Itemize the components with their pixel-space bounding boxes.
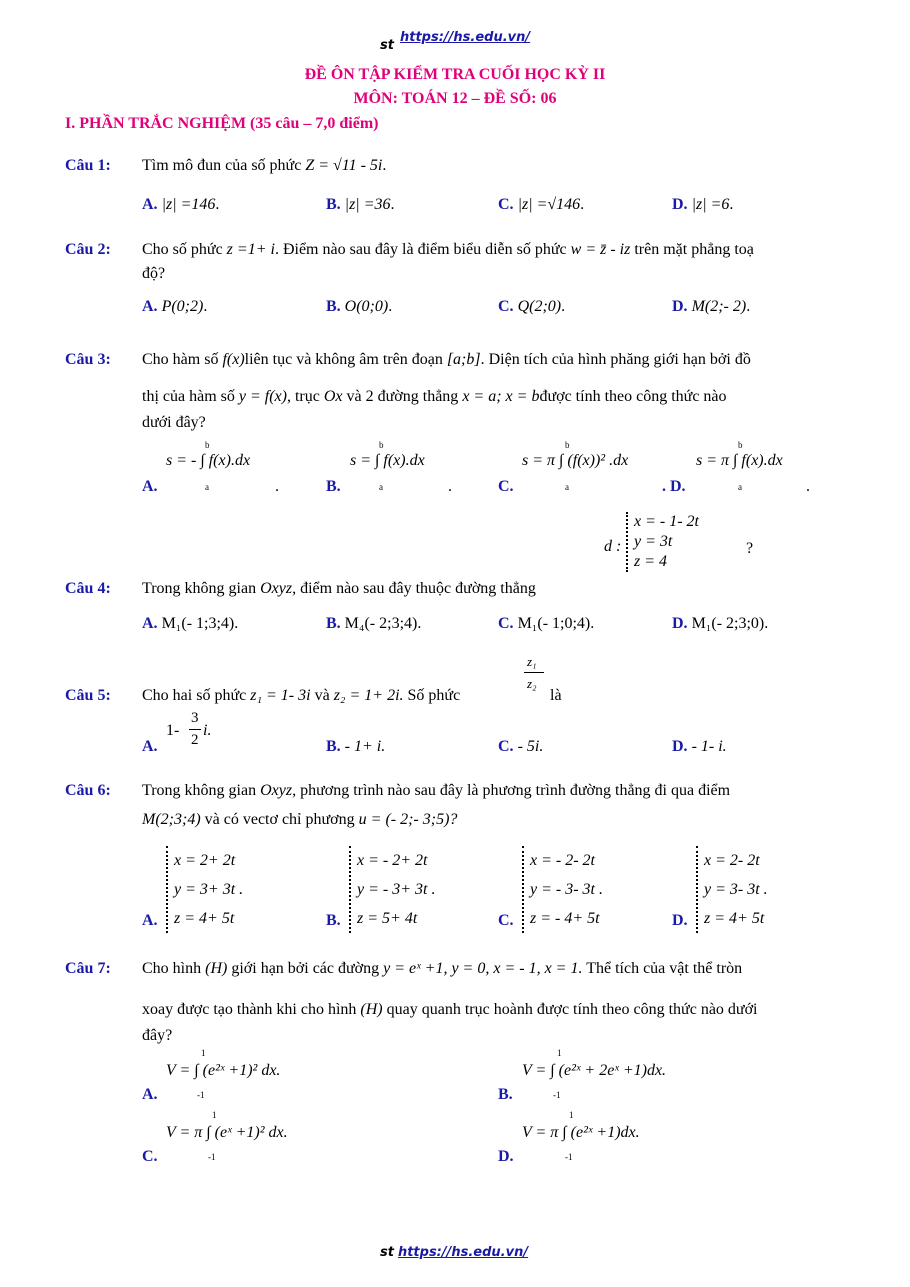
q5-option-a-frac-num: 3 — [191, 710, 199, 726]
header-prefix: st — [380, 38, 394, 53]
q5-text-b: và — [314, 687, 330, 704]
q4-system-lines — [626, 512, 699, 572]
q1-option-c-key: C. — [498, 196, 514, 213]
footer-url-link[interactable]: https://hs.edu.vn/ — [397, 1245, 529, 1260]
exam-subtitle: MÔN: TOÁN 12 – ĐỀ SỐ: 06 — [353, 90, 557, 107]
q2-option-c-key: C. — [498, 298, 514, 315]
q5-option-b-key: B. — [326, 738, 341, 755]
header-link-wrap — [400, 28, 530, 46]
q3-formula-e: Ox — [323, 388, 343, 405]
question-6-line-2 — [142, 808, 457, 832]
q7-option-a-upper: 1 — [201, 1048, 206, 1058]
q3-option-b-upper: b — [379, 440, 384, 450]
q3-option-a-dot: . — [275, 478, 279, 495]
q4-system — [626, 512, 699, 572]
q1-stem: Tìm mô đun của số phức — [142, 157, 302, 174]
q7-text-e: quay quanh trục hoành được tính theo công thức nào dưới — [386, 1001, 758, 1018]
question-3-line-1 — [142, 348, 847, 372]
q6-option-c-key-text: C. — [498, 912, 514, 929]
q7-option-a-value: V = ∫ (e²ˣ +1)² dx. — [166, 1062, 281, 1079]
q3-formula-f: 2 — [365, 388, 374, 405]
q3-option-c-key-text: C. — [498, 478, 514, 495]
q4-option-a-value: M₁(- 1;3;4). — [161, 615, 239, 632]
q3-option-b-value: s = ∫ f(x).dx — [350, 452, 425, 469]
q4-formula-a: Oxyz, — [260, 580, 297, 597]
q5-option-c-value: - 5i. — [517, 738, 544, 755]
q7-option-c-key[interactable] — [142, 1148, 158, 1166]
q3-option-d-dot: . — [806, 478, 810, 495]
q3-option-d-value: s = π ∫ f(x).dx — [696, 452, 783, 469]
q6-option-d-key[interactable] — [672, 912, 688, 930]
question-6-line-1 — [142, 779, 847, 803]
q4-system-line-2: y = 3t — [634, 533, 673, 550]
q5-text-d: là — [550, 687, 562, 704]
q7-option-d-key[interactable] — [498, 1148, 514, 1166]
q6-b-line-1: x = - 2+ 2t — [357, 852, 428, 869]
question-1-label: Câu 1: — [65, 157, 111, 174]
q7-text-d: xoay được tạo thành khi cho hình — [142, 1001, 357, 1018]
q6-b-line-2: y = - 3+ 3t . — [357, 881, 436, 898]
q3-text-a: Cho hàm số — [142, 351, 219, 368]
q2-text-a: Cho số phức — [142, 241, 223, 258]
q4-option-c-key: C. — [498, 615, 514, 632]
q4-text-b: điểm nào sau đây thuộc đường thẳng — [300, 580, 536, 597]
q7-option-a-key-text: A. — [142, 1086, 158, 1103]
q6-option-c-key[interactable] — [498, 912, 514, 930]
q7-option-c-value: V = π ∫ (eˣ +1)² dx. — [166, 1124, 288, 1141]
q1-option-a[interactable]: A. |z| =146. — [142, 196, 220, 213]
q6-option-a-key-text: A. — [142, 912, 158, 929]
q2-formula-b: w = z̄ - iz — [570, 241, 631, 258]
q6-c-line-1: x = - 2- 2t — [530, 852, 595, 869]
q7-option-b-upper: 1 — [557, 1048, 562, 1058]
q2-option-d-value: M(2;- 2) — [691, 298, 747, 315]
q6-d-line-1: x = 2- 2t — [704, 852, 760, 869]
q6-option-b-system — [349, 846, 435, 933]
q7-formula-a: (H) — [205, 960, 228, 977]
q4-option-d-key: D. — [672, 615, 688, 632]
q3-option-a-key-text: A. — [142, 478, 158, 495]
q6-option-a-system — [166, 846, 243, 933]
q2-option-d[interactable]: D. M(2;- 2). — [672, 298, 751, 315]
q5-option-b[interactable] — [326, 738, 385, 756]
q3-option-b-key-text: B. — [326, 478, 341, 495]
footer — [380, 1243, 528, 1261]
q3-option-c-value: s = π ∫ (f(x))² .dx — [522, 452, 629, 469]
section-heading: I. PHẦN TRẮC NGHIỆM (35 câu – 7,0 điểm) — [65, 115, 379, 132]
q2-option-b[interactable]: B. O(0;0). — [326, 298, 393, 315]
q3-option-b-dot: . — [448, 478, 452, 495]
q2-option-d-key: D. — [672, 298, 688, 315]
q4-system-prefix — [604, 538, 621, 556]
q6-a-line-3: z = 4+ 5t — [174, 910, 235, 927]
q2-option-c-value: Q(2;0) — [517, 298, 562, 315]
q5-formula-a: z₁ = 1- 3i — [250, 687, 311, 704]
q2-formula-a: z =1+ i — [226, 241, 275, 258]
q6-option-a-lines — [166, 846, 243, 933]
q6-text-c: và có vectơ chỉ phương — [204, 811, 355, 828]
q7-option-d-lower: -1 — [565, 1152, 573, 1162]
q3-option-c-upper: b — [565, 440, 570, 450]
question-2-label: Câu 2: — [65, 241, 111, 258]
q3-option-a-lower: a — [205, 482, 209, 492]
question-3-line-2 — [142, 385, 847, 409]
q5-option-d-value: - 1- i. — [691, 738, 727, 755]
q3-option-d-key-label: D. — [670, 478, 686, 495]
q3-option-b-key[interactable] — [326, 478, 341, 496]
q3-text-e: , trục — [286, 388, 320, 405]
q5-option-a-frac-bar — [189, 729, 201, 730]
question-7-line-1 — [142, 957, 847, 981]
q4-option-c-value: M₁(- 1;0;4). — [517, 615, 595, 632]
q1-option-d[interactable]: D. |z| =6. — [672, 196, 734, 213]
q5-option-c-key: C. — [498, 738, 514, 755]
q4-option-b-key: B. — [326, 615, 341, 632]
q1-option-b-value: |z| =36 — [344, 196, 391, 213]
q1-option-a-value: |z| =146 — [161, 196, 216, 213]
q4-option-d[interactable] — [672, 615, 768, 633]
q2-text-b: . Điểm nào sau đây là điểm biểu diễn số phức — [274, 241, 567, 258]
q4-system-suffix: ? — [746, 540, 754, 557]
q2-option-c[interactable]: C. Q(2;0). — [498, 298, 566, 315]
question-4-text — [142, 577, 536, 601]
q7-option-d-value: V = π ∫ (e²ˣ +1)dx. — [522, 1124, 640, 1141]
q3-formula-b: [a;b] — [446, 351, 481, 368]
q3-option-d-key-text: . — [662, 478, 670, 495]
q3-option-c-lower: a — [565, 482, 569, 492]
q3-option-c-key[interactable] — [498, 478, 514, 496]
q4-option-d-value: M₁(- 2;3;0). — [691, 615, 769, 632]
q2-text-c: trên mặt phẳng toạ — [634, 241, 754, 258]
q6-option-b-key[interactable] — [326, 912, 341, 930]
q1-option-c-value: |z| =√146 — [517, 196, 581, 213]
q3-text-i: dưới đây? — [142, 414, 206, 431]
q4-option-b-value: M₄(- 2;3;4). — [344, 615, 422, 632]
q5-option-c[interactable] — [498, 738, 543, 756]
q4-system-line-1: x = - 1- 2t — [634, 513, 699, 530]
q6-b-line-3: z = 5+ 4t — [357, 910, 418, 927]
q4-option-a-key: A. — [142, 615, 158, 632]
question-1-text: Tìm mô đun của số phức Z = √11 - 5i. — [142, 157, 387, 174]
q6-formula-c: M(2;3;4) — [142, 811, 201, 828]
question-2-text — [142, 238, 847, 286]
q6-option-b-lines — [349, 846, 435, 933]
q5-text-a: Cho hai số phức — [142, 687, 247, 704]
exam-title: ĐỀ ÔN TẬP KIỂM TRA CUỐI HỌC KỲ II — [304, 66, 606, 83]
q2-option-b-key: B. — [326, 298, 341, 315]
question-7-line-2 — [142, 998, 847, 1022]
q7-option-b-key-text: B. — [498, 1086, 513, 1103]
q6-option-b-key-text: B. — [326, 912, 341, 929]
question-7-label: Câu 7: — [65, 960, 111, 977]
q7-text-c: Thể tích của vật thể tròn — [586, 960, 743, 977]
q2-option-a-value: P(0;2) — [161, 298, 204, 315]
q3-text-g: đường thẳng — [377, 388, 459, 405]
q7-option-c-lower: -1 — [208, 1152, 216, 1162]
q4-system-line-3: z = 4 — [634, 553, 668, 570]
q5-option-d[interactable] — [672, 738, 727, 756]
q5-text-c: Số phức — [407, 687, 461, 704]
q3-formula-a: f(x) — [222, 351, 245, 368]
q3-option-d-lower: a — [738, 482, 742, 492]
q7-option-b-lower: -1 — [553, 1090, 561, 1100]
q7-option-c-upper: 1 — [212, 1110, 217, 1120]
q5-option-a-post: i. — [203, 722, 212, 739]
q5-option-a[interactable] — [142, 738, 158, 756]
q6-formula-a: Oxyz, — [260, 782, 297, 799]
q5-option-a-pre: 1- — [166, 722, 180, 739]
q3-option-a-key[interactable] — [142, 478, 158, 496]
q6-formula-d: u = (- 2;- 3;5)? — [358, 811, 458, 828]
question-4-label: Câu 4: — [65, 580, 111, 597]
q7-option-b-key[interactable] — [498, 1086, 513, 1104]
q3-text-h: được tính theo công thức nào — [539, 388, 727, 405]
q1-option-b-key: B. — [326, 196, 341, 213]
question-6-label: Câu 6: — [65, 782, 111, 799]
q7-option-c-key-text: C. — [142, 1148, 158, 1165]
q1-option-b[interactable]: B. |z| =36. — [326, 196, 395, 213]
q1-option-c[interactable]: C. |z| =√146. — [498, 196, 585, 213]
q7-option-b-value: V = ∫ (e²ˣ + 2eˣ +1)dx. — [522, 1062, 667, 1079]
q6-c-line-3: z = - 4+ 5t — [530, 910, 600, 927]
q6-a-line-2: y = 3+ 3t . — [174, 881, 244, 898]
q3-option-d-key[interactable] — [662, 478, 686, 496]
q1-option-d-value: |z| =6 — [691, 196, 730, 213]
q6-d-line-3: z = 4+ 5t — [704, 910, 765, 927]
q4-option-b[interactable] — [326, 615, 421, 633]
q6-option-d-system — [696, 846, 768, 933]
q5-option-d-key: D. — [672, 738, 688, 755]
q3-formula-g: x = a; x = b — [462, 388, 540, 405]
q7-formula-d: (H) — [360, 1001, 383, 1018]
q1-formula: Z = √11 - 5i — [305, 157, 383, 174]
q5-option-a-frac-den: 2 — [191, 732, 199, 748]
q3-text-d: thị của hàm số — [142, 388, 235, 405]
header-url-link[interactable]: https://hs.edu.vn/ — [400, 30, 531, 45]
q6-option-d-key-text: D. — [672, 912, 688, 929]
q4-option-a[interactable] — [142, 615, 238, 633]
q2-option-b-value: O(0;0) — [344, 298, 389, 315]
q6-d-line-2: y = 3- 3t . — [704, 881, 768, 898]
q7-text-f: đây? — [142, 1027, 173, 1044]
q5-formula-b: z₂ = 1+ 2i. — [333, 687, 404, 704]
q7-text-b: giới hạn bởi các đường — [231, 960, 380, 977]
q7-option-a-lower: -1 — [197, 1090, 205, 1100]
question-5-label: Câu 5: — [65, 687, 111, 704]
q4-system-prefix-text: d : — [604, 538, 622, 555]
question-3-label: Câu 3: — [65, 351, 111, 368]
q3-text-c: . Diện tích của hình phăng giới hạn bởi đồ — [480, 351, 751, 368]
q6-text-a: Trong không gian — [142, 782, 257, 799]
q3-option-a-value: s = - ∫ f(x).dx — [166, 452, 251, 469]
q2-option-a-key: A. — [142, 298, 158, 315]
q1-option-d-key: D. — [672, 196, 688, 213]
q5-frac-bar — [524, 672, 544, 673]
q3-option-d-upper: b — [738, 440, 743, 450]
q5-frac-num: z₁ — [527, 654, 537, 669]
q4-text-a: Trong không gian — [142, 580, 257, 597]
q2-text-d: độ? — [142, 265, 166, 282]
q7-option-d-key-text: D. — [498, 1148, 514, 1165]
q5-option-a-key: A. — [142, 738, 158, 755]
q2-option-a[interactable]: A. P(0;2). — [142, 298, 208, 315]
q6-option-c-lines — [522, 846, 603, 933]
q6-a-line-1: x = 2+ 2t — [174, 852, 236, 869]
q3-formula-d: y = f(x) — [238, 388, 287, 405]
footer-prefix: st — [380, 1245, 394, 1260]
q6-text-b: phương trình nào sau đây là phương trình đường thẳng đi qua điểm — [300, 782, 731, 799]
q3-text-b: liên tục và không âm trên đoạn — [244, 351, 443, 368]
q6-option-a-key[interactable] — [142, 912, 158, 930]
q4-option-c[interactable] — [498, 615, 594, 633]
q6-option-d-lines — [696, 846, 768, 933]
q7-option-a-key[interactable] — [142, 1086, 158, 1104]
q5-option-b-value: - 1+ i. — [344, 738, 386, 755]
header — [380, 36, 394, 54]
question-5-text-1 — [142, 684, 460, 708]
q3-option-a-upper: b — [205, 440, 210, 450]
q6-option-c-system — [522, 846, 603, 933]
q6-c-line-2: y = - 3- 3t . — [530, 881, 603, 898]
q7-formula-b: y = eˣ +1, y = 0, x = - 1, x = 1. — [383, 960, 583, 977]
q3-text-f: và — [346, 388, 362, 405]
q7-option-d-upper: 1 — [569, 1110, 574, 1120]
q5-frac-den: z₂ — [527, 676, 537, 691]
q3-option-b-lower: a — [379, 482, 383, 492]
q7-text-a: Cho hình — [142, 960, 202, 977]
q1-option-a-key: A. — [142, 196, 158, 213]
